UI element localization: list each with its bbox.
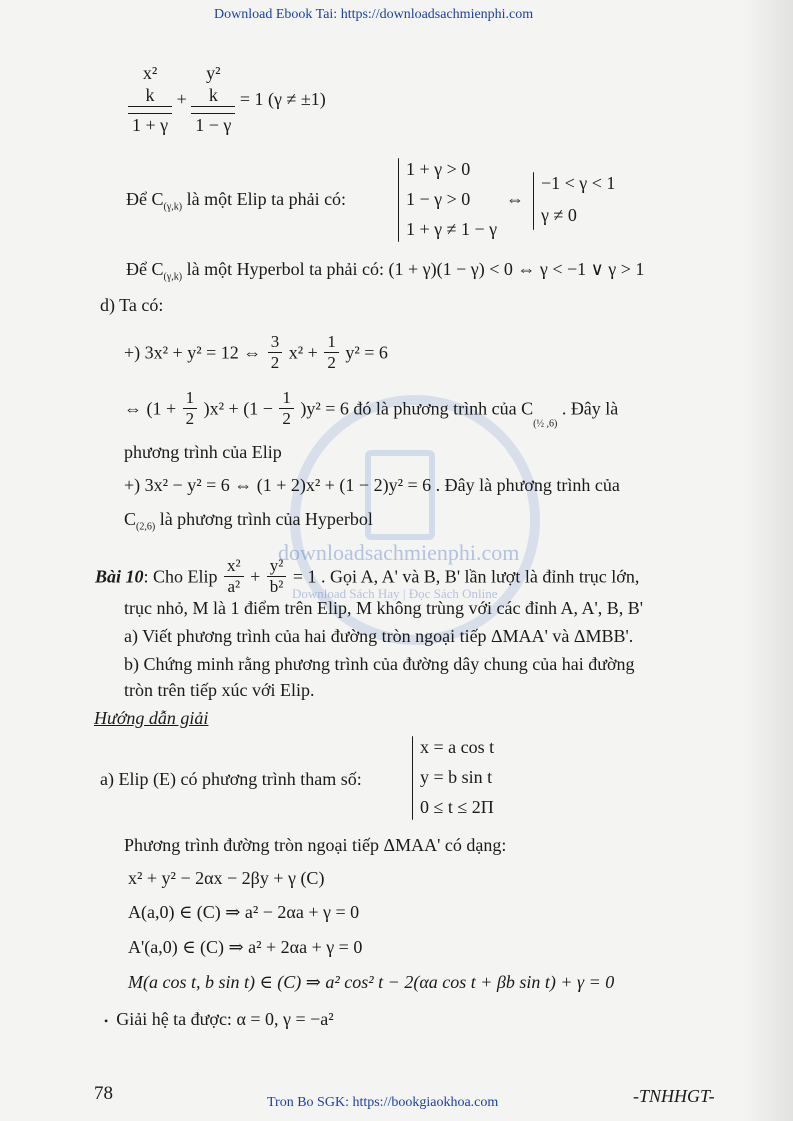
d-line-5: $C_{(2,6)}$ là phương trình của Hyperbol bbox=[124, 509, 373, 533]
param-text: a) Elip (E) có phương trình tham số: bbox=[100, 769, 362, 789]
fraction-x: x² k 1 + γ bbox=[128, 62, 172, 136]
d-line-1: +) 3x² + y² = 12 ⇔ $\frac{3}{2}$ x² + $\frac{1}{2}$ y² = 6 bbox=[124, 332, 388, 372]
d-line-3: phương trình của Elip bbox=[124, 442, 282, 462]
param-system-brace bbox=[412, 736, 413, 820]
circle-intro: Phương trình đường tròn ngoại tiếp ΔMAA' có dạng: bbox=[124, 835, 507, 855]
equivalence: ⇔ bbox=[506, 189, 524, 209]
elip-condition: Để $C_{(\gamma,k)}$ là một Elip ta phải có: bbox=[126, 189, 347, 213]
exercise-10-part-b-cont: tròn trên tiếp xúc với Elip. bbox=[124, 680, 315, 700]
page-number: 78 bbox=[94, 1083, 113, 1104]
d-line-2: ⇔ (1 + $\frac{1}{2}$ )x² + (1 − $\frac{1}{2}$ )y² = 6 đó là phương trình của $C_{(\frac{1}{2} ,6)}$ . Đây là bbox=[124, 388, 619, 430]
footer-sgk-link[interactable]: Tron Bo SGK: https://bookgiaokhoa.com bbox=[267, 1095, 499, 1110]
condition-M: M(a cos t, b sin t) ∈ (C) ⇒ a² cos² t − 2(αa cos t + βb sin t) + γ = 0 bbox=[128, 972, 615, 992]
exercise-10-line-2: trục nhỏ, M là 1 điểm trên Elip, M không trùng với các đỉnh A, A', B, B' bbox=[124, 598, 643, 618]
circle-equation: x² + y² − 2αx − 2βy + γ (C) bbox=[128, 868, 325, 888]
exercise-10-part-b: b) Chứng minh rằng phương trình của đường dây chung của hai đường bbox=[124, 654, 635, 674]
equation-top: x² k 1 + γ + y² k 1 − γ = 1 (γ ≠ ±1) bbox=[128, 62, 326, 136]
elip-result-brace bbox=[533, 172, 534, 230]
d-line-4: +) 3x² − y² = 6 ⇔ (1 + 2)x² + (1 − 2)y² = 6 . Đây là phương trình của bbox=[124, 475, 620, 495]
solve-line: • Giải hệ ta được: α = 0, γ = −a² bbox=[104, 1009, 334, 1029]
elip-res-line: γ ≠ 0 bbox=[541, 205, 577, 225]
param-sys-line: y = b sin t bbox=[420, 767, 493, 787]
watermark-site: downloadsachmienphi.com bbox=[278, 540, 520, 565]
condition-A-prime: A'(a,0) ∈ (C) ⇒ a² + 2αa + γ = 0 bbox=[128, 937, 363, 957]
elip-res-line: −1 < γ < 1 bbox=[541, 173, 616, 193]
elip-sys-line: 1 − γ > 0 bbox=[406, 189, 471, 209]
header-download-link[interactable]: Download Ebook Tai: https://downloadsachmienphi.com bbox=[214, 7, 534, 22]
param-sys-line: 0 ≤ t ≤ 2Π bbox=[420, 797, 494, 817]
solution-heading: Hướng dẫn giải bbox=[94, 708, 209, 728]
part-d-label: d) Ta có: bbox=[100, 295, 164, 315]
elip-sys-line: 1 + γ > 0 bbox=[406, 159, 471, 179]
scan-shadow bbox=[743, 0, 793, 1121]
footer-tag: -TNHHGT- bbox=[633, 1086, 715, 1106]
elip-sys-line: 1 + γ ≠ 1 − γ bbox=[406, 219, 498, 239]
exercise-10-line-1: Bài 10: Cho Elip $\frac{\text{x²}}{\text{a²}}$ + $\frac{\text{y²}}{\text{b²}}$ = 1 . Gọi A, A' và B, B' lần lượt là đỉnh trục lớn, bbox=[95, 556, 640, 596]
condition-A: A(a,0) ∈ (C) ⇒ a² − 2αa + γ = 0 bbox=[128, 902, 360, 922]
watermark-tagline: Download Sách Hay | Đọc Sách Online bbox=[292, 586, 498, 601]
param-sys-line: x = a cos t bbox=[420, 737, 495, 757]
hyperbol-condition: Để $C_{(\gamma,k)}$ là một Hyperbol ta phải có: (1 + γ)(1 − γ) < 0 ⇔ γ < −1 ∨ γ > 1 bbox=[126, 259, 645, 283]
fraction-y: y² k 1 − γ bbox=[191, 62, 235, 136]
elip-system-brace bbox=[398, 158, 399, 242]
exercise-10-part-a: a) Viết phương trình của hai đường tròn ngoại tiếp ΔMAA' và ΔMBB'. bbox=[124, 626, 634, 646]
